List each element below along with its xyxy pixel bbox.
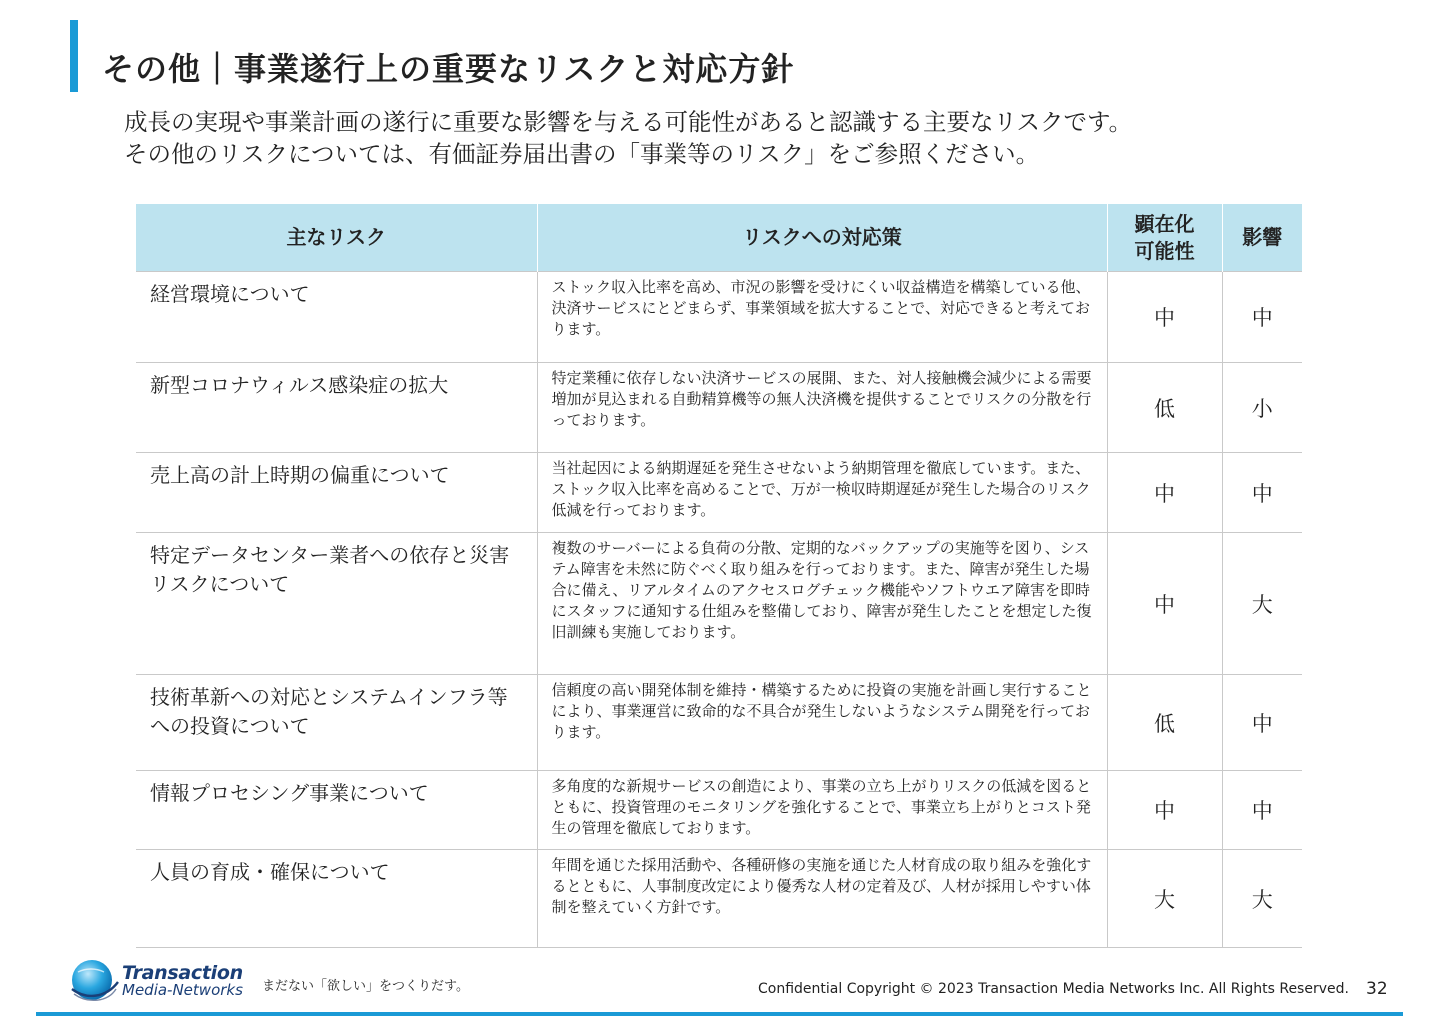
- header-likelihood-line2: 可能性: [1134, 238, 1195, 263]
- likelihood-cell: 中: [1107, 771, 1222, 850]
- header-measure: リスクへの対応策: [537, 204, 1107, 272]
- measure-cell: 特定業種に依存しない決済サービスの展開、また、対人接触機会減少による需要増加が見込まれる自動精算機等の無人決済機を提供することでリスクの分散を行っております。: [537, 363, 1107, 453]
- table-row: [136, 363, 1302, 453]
- header-impact: 影響: [1222, 204, 1302, 272]
- header-likelihood-line1: 顕在化: [1134, 211, 1195, 236]
- measure-cell: 当社起因による納期遅延を発生させないよう納期管理を徹底しています。また、ストック収入比率を高めることで、万が一検収時期遅延が発生した場合のリスク低減を行っております。: [537, 453, 1107, 533]
- company-tagline: まだない「欲しい」をつくりだす。: [262, 979, 469, 994]
- copyright-notice: Confidential Copyright © 2023 Transaction Media Networks Inc. All Rights Reserved.: [758, 981, 1349, 997]
- impact-cell: 大: [1222, 533, 1302, 675]
- table-row: [136, 272, 1302, 363]
- risk-name-cell: 情報プロセシング事業について: [136, 771, 537, 850]
- table-row: [136, 675, 1302, 771]
- subtitle-line: 成長の実現や事業計画の遂行に重要な影響を与える可能性があると認識する主要なリスクです。: [124, 108, 1133, 136]
- likelihood-cell: 中: [1107, 453, 1222, 533]
- table-row: [136, 453, 1302, 533]
- table-row: [136, 533, 1302, 675]
- table-row: [136, 850, 1302, 948]
- subtitle-line: その他のリスクについては、有価証券届出書の「事業等のリスク」をご参照ください。: [124, 140, 1040, 168]
- risk-name-cell: 技術革新への対応とシステムインフラ等への投資について: [136, 675, 537, 771]
- measure-cell: 複数のサーバーによる負荷の分散、定期的なバックアップの実施等を図り、システム障害を未然に防ぐべく取り組みを行っております。また、障害が発生した場合に備え、リアルタイムのアクセスログチェック機能やソフトウエア障害を即時にスタッフに通知する仕組みを整備しており、障害が発生したことを想定した復旧訓練も実施しております。: [537, 533, 1107, 675]
- title-accent-bar: [70, 20, 78, 92]
- company-logo-icon: [68, 956, 120, 1008]
- impact-cell: 中: [1222, 771, 1302, 850]
- table-row: [136, 771, 1302, 850]
- likelihood-cell: 中: [1107, 533, 1222, 675]
- measure-cell: 多角度的な新規サービスの創造により、事業の立ち上がりリスクの低減を図るとともに、投資管理のモニタリングを強化することで、事業立ち上がりとコスト発生の管理を徹底しております。: [537, 771, 1107, 850]
- header-risk: 主なリスク: [136, 204, 537, 272]
- risk-name-cell: 売上高の計上時期の偏重について: [136, 453, 537, 533]
- measure-cell: 信頼度の高い開発体制を維持・構築するために投資の実施を計画し実行することにより、事業運営に致命的な不具合が発生しないようなシステム開発を行っております。: [537, 675, 1107, 771]
- header-likelihood: [1107, 204, 1222, 272]
- page-number: 32: [1366, 979, 1388, 999]
- risk-name-cell: 人員の育成・確保について: [136, 850, 537, 948]
- risk-name-cell: 経営環境について: [136, 272, 537, 363]
- likelihood-cell: 中: [1107, 272, 1222, 363]
- table-header-row: [136, 204, 1302, 272]
- footer-accent-line: [36, 1012, 1403, 1016]
- risk-table: [136, 204, 1302, 948]
- page-title: その他｜事業遂行上の重要なリスクと対応方針: [102, 50, 795, 88]
- likelihood-cell: 低: [1107, 363, 1222, 453]
- impact-cell: 中: [1222, 272, 1302, 363]
- page-subtitle: [124, 106, 1132, 170]
- impact-cell: 中: [1222, 453, 1302, 533]
- impact-cell: 中: [1222, 675, 1302, 771]
- impact-cell: 小: [1222, 363, 1302, 453]
- logo-text-line2: Media-Networks: [122, 981, 243, 999]
- measure-cell: 年間を通じた採用活動や、各種研修の実施を通じた人材育成の取り組みを強化するとともに、人事制度改定により優秀な人材の定着及び、人材が採用しやすい体制を整えていく方針です。: [537, 850, 1107, 948]
- likelihood-cell: 低: [1107, 675, 1222, 771]
- risk-name-cell: 新型コロナウィルス感染症の拡大: [136, 363, 537, 453]
- risk-name-cell: 特定データセンター業者への依存と災害リスクについて: [136, 533, 537, 675]
- measure-cell: ストック収入比率を高め、市況の影響を受けにくい収益構造を構築している他、決済サービスにとどまらず、事業領域を拡大することで、対応できると考えております。: [537, 272, 1107, 363]
- impact-cell: 大: [1222, 850, 1302, 948]
- logo-text-line1: Transaction: [122, 962, 243, 984]
- likelihood-cell: 大: [1107, 850, 1222, 948]
